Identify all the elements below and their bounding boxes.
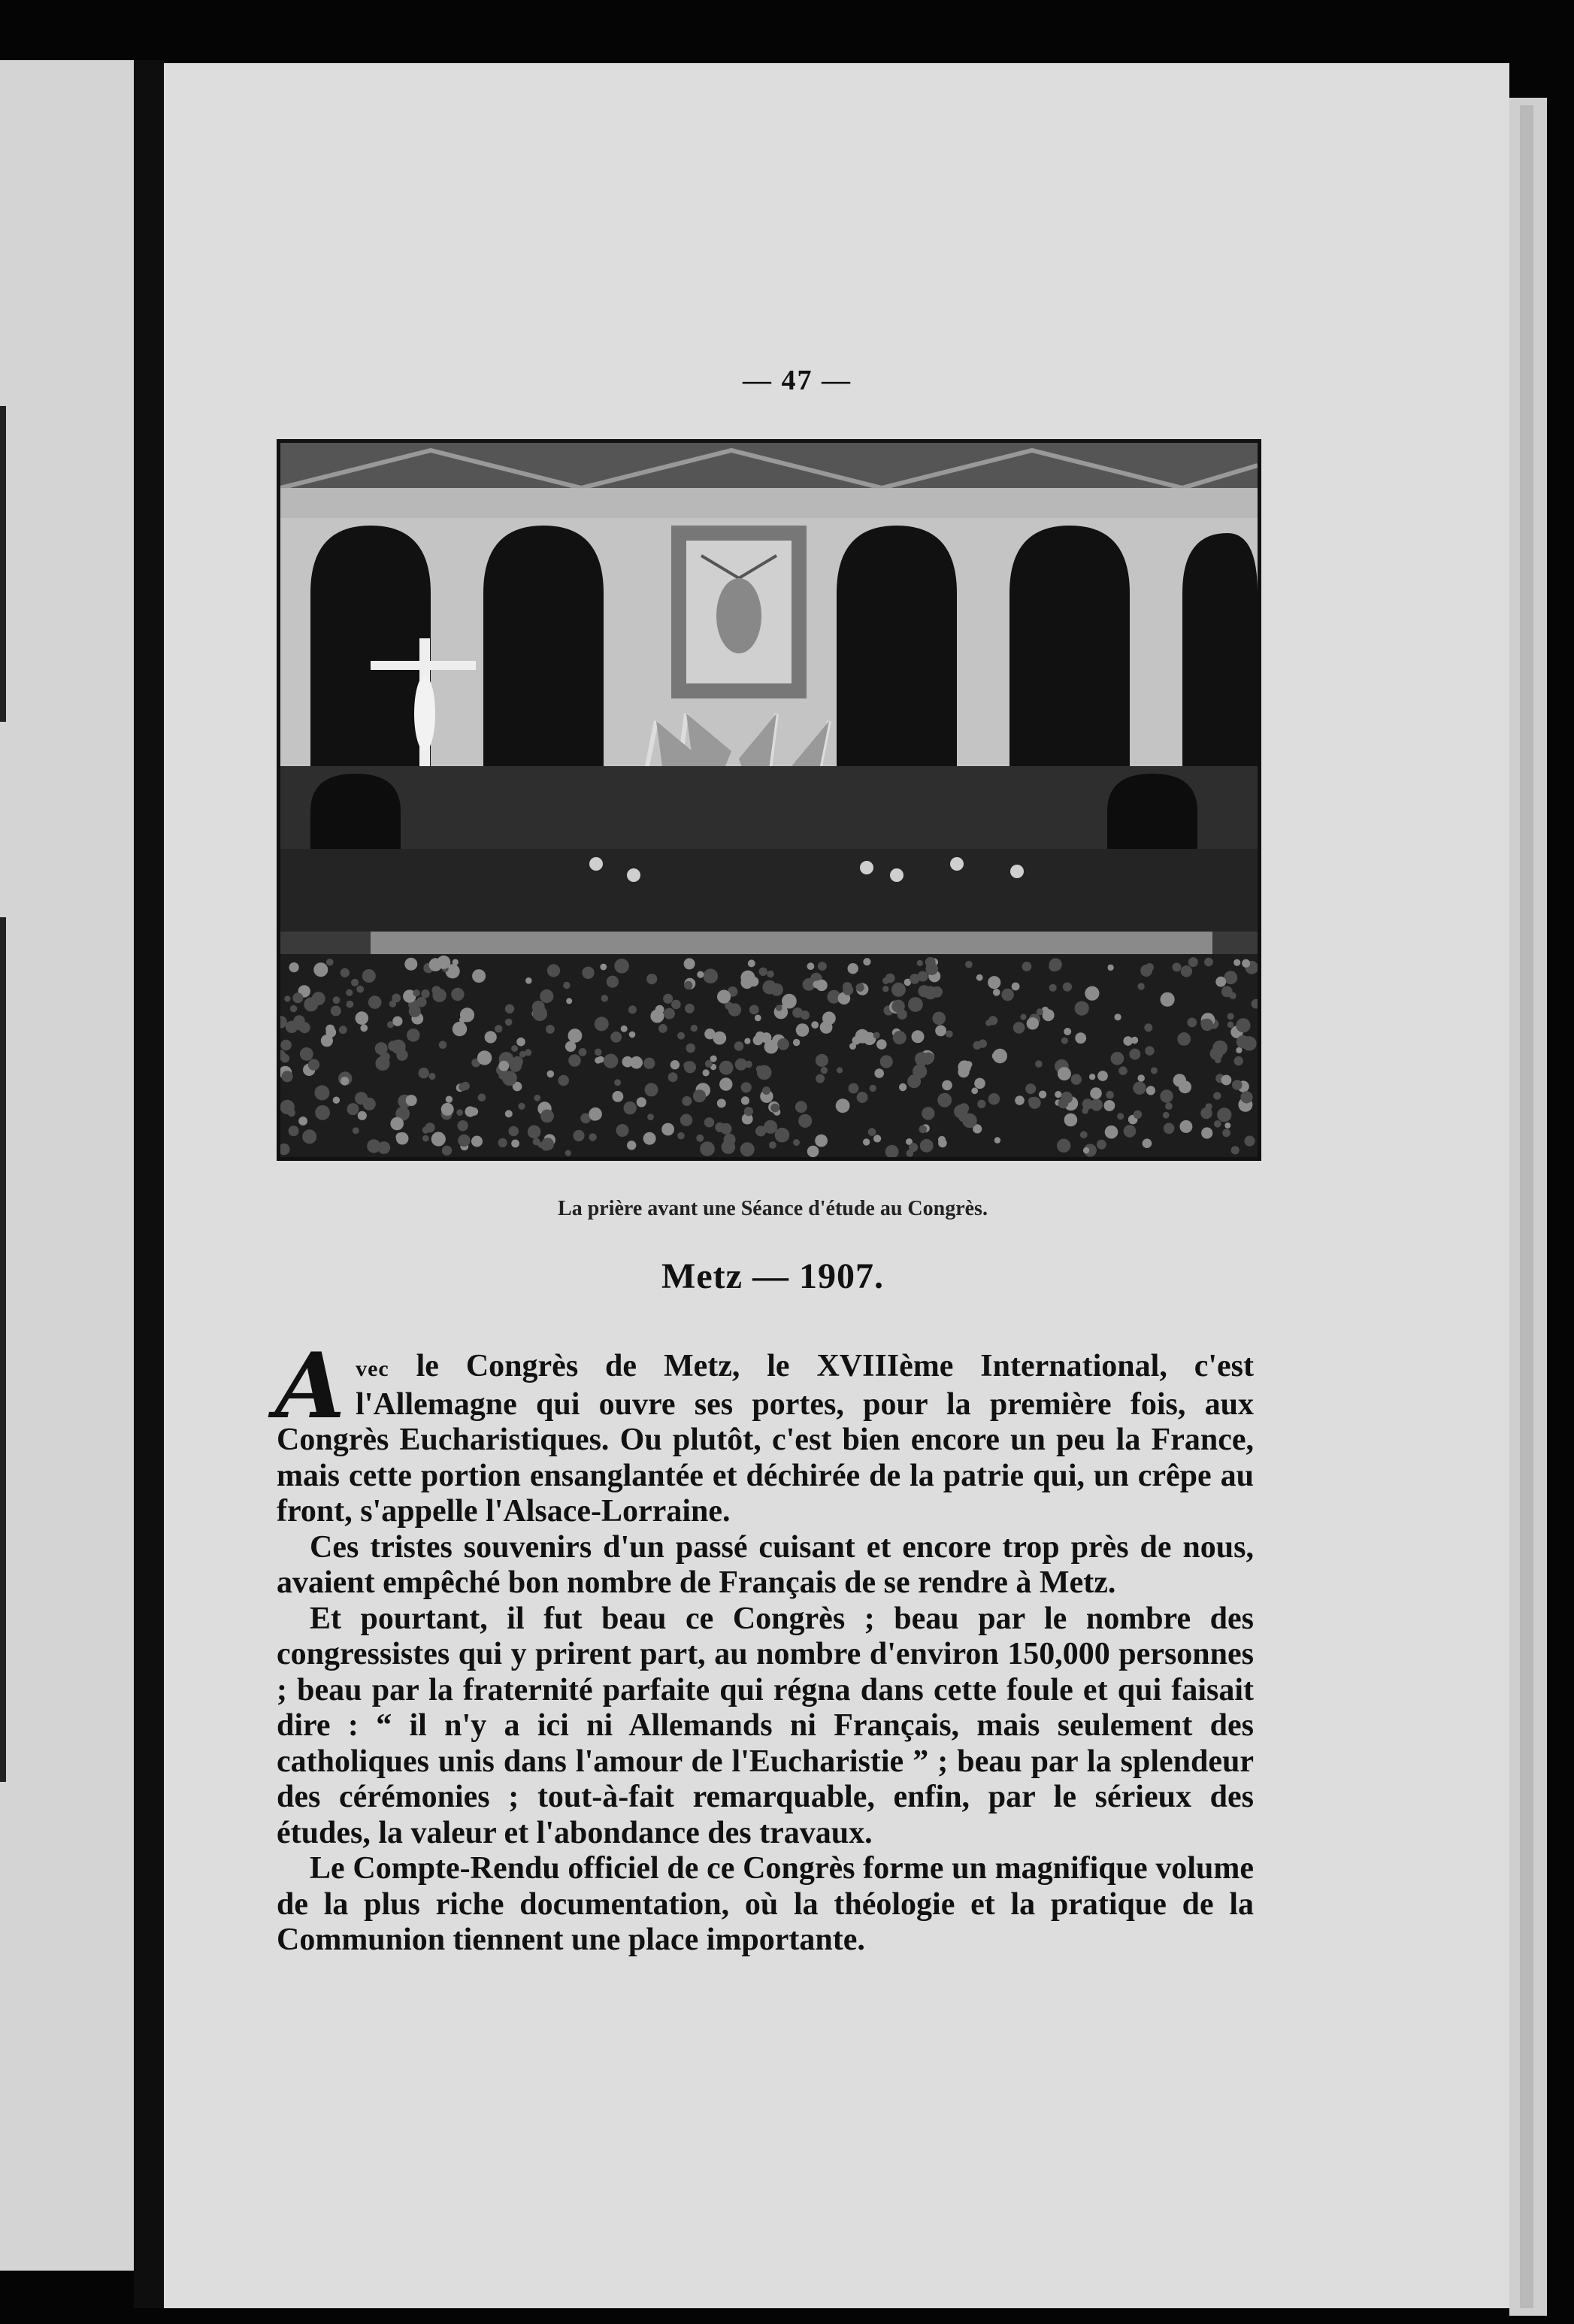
book-gutter	[134, 60, 164, 2308]
adjacent-page-edge	[0, 60, 134, 2271]
photograph-icon	[280, 443, 1258, 1157]
page-number: — 47 —	[743, 365, 852, 396]
photo-caption: La prière avant une Séance d'étude au Congrès.	[558, 1197, 988, 1220]
drop-cap: A	[275, 1333, 346, 1439]
adjacent-page-text-fragment	[0, 917, 6, 1782]
paragraph-1-smallcaps: vec	[356, 1356, 389, 1381]
paragraph-3: Et pourtant, il fut beau ce Congrès ; beau par le nombre des congressistes qui y prirent part, au nombre d'environ 150,000 personnes ; beau par la fraternité parfaite qui régna dans cette foule et qui faisait dire : “ il n'y a ici ni Allemands ni Français, mais seulement des catholiques unis dans l'amour de l'Eucharistie ” ; beau par la splendeur des cérémonies ; tout-à-fait remarquable, enfin, par le sérieux des études, la valeur et l'abondance des travaux.	[277, 1601, 1254, 1850]
adjacent-page-text-fragment	[0, 406, 6, 722]
paragraph-1	[275, 1333, 1254, 1530]
paragraph-4: Le Compte-Rendu officiel de ce Congrès forme un magnifique volume de la plus riche documentation, où la théologie et la pratique de la Communion tiennent une place importante.	[277, 1851, 1254, 1957]
congress-photograph	[277, 439, 1261, 1161]
page-edge-shadow	[1520, 105, 1533, 2308]
paragraph-1-text: le Congrès de Metz, le XVIIIème International, c'est l'Allemagne qui ouvre ses portes, pour la première fois, aux Congrès Eucharistiques. Ou plutôt, c'est bien encore un peu la France, mais cette portion ensanglantée et déchirée de la patrie qui, un crêpe au front, s'appelle l'Alsace-Lorraine.	[277, 1349, 1254, 1529]
section-heading: Metz — 1907.	[661, 1256, 884, 1296]
article-body	[275, 1333, 1254, 1959]
book-page	[164, 63, 1509, 2308]
paragraph-2: Ces tristes souvenirs d'un passé cuisant et encore trop près de nous, avaient empêché bon nombre de Français de se rendre à Metz.	[277, 1529, 1254, 1600]
